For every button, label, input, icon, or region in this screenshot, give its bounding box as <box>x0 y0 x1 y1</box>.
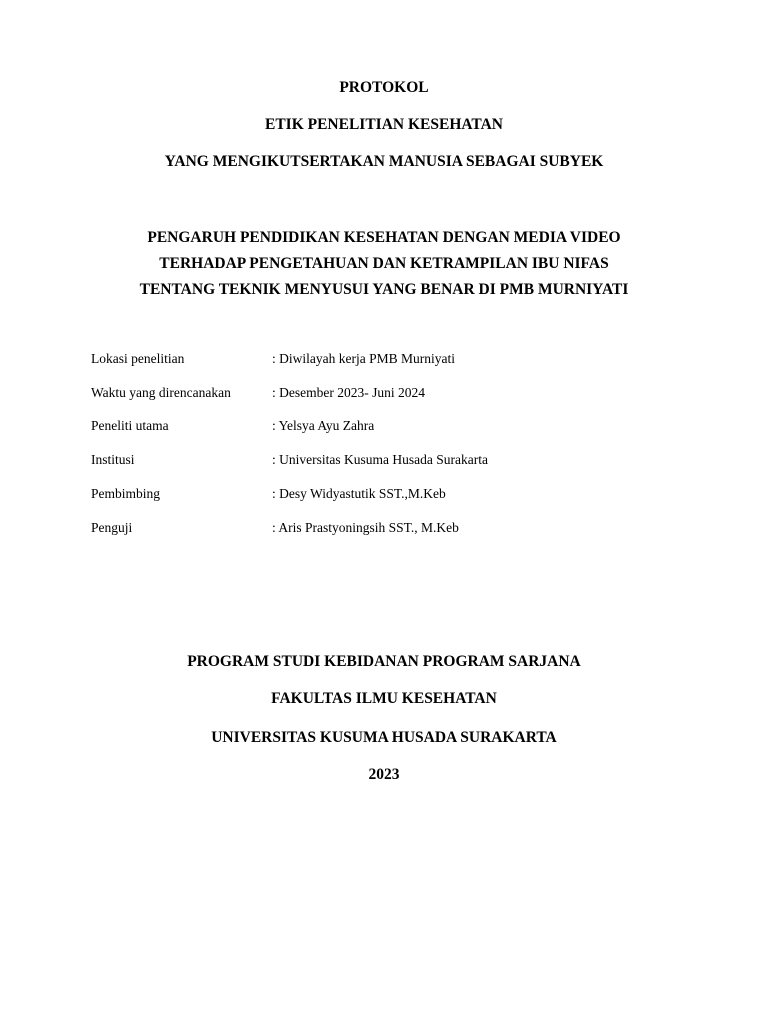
research-title-line-1: PENGARUH PENDIDIKAN KESEHATAN DENGAN MEDIA VIDEO <box>147 229 621 246</box>
info-label: Waktu yang direncanakan <box>91 385 231 400</box>
info-label: Penguji <box>91 520 133 535</box>
info-label: Peneliti utama <box>91 418 169 433</box>
footer-faculty: FAKULTAS ILMU KESEHATAN <box>271 690 497 707</box>
info-value: : Aris Prastyoningsih SST., M.Keb <box>272 520 459 535</box>
research-title-line-3: TENTANG TEKNIK MENYUSUI YANG BENAR DI PMB MURNIYATI <box>139 281 629 298</box>
doc-heading-protokol: PROTOKOL <box>339 79 429 96</box>
info-label: Institusi <box>91 452 135 467</box>
info-value: : Desy Widyastutik SST.,M.Keb <box>272 486 446 501</box>
info-value: : Desember 2023- Juni 2024 <box>272 385 425 400</box>
research-title-line-2: TERHADAP PENGETAHUAN DAN KETRAMPILAN IBU NIFAS <box>159 255 609 272</box>
info-value: : Yelsya Ayu Zahra <box>272 418 375 433</box>
footer-year: 2023 <box>368 766 400 783</box>
research-title <box>0 225 768 303</box>
footer-university: UNIVERSITAS KUSUMA HUSADA SURAKARTA <box>211 729 557 746</box>
info-label: Pembimbing <box>91 486 161 501</box>
info-label: Lokasi penelitian <box>91 351 185 366</box>
info-value: : Diwilayah kerja PMB Murniyati <box>272 351 455 366</box>
doc-heading-etik: ETIK PENELITIAN KESEHATAN <box>264 116 503 133</box>
doc-heading-subyek: YANG MENGIKUTSERTAKAN MANUSIA SEBAGAI SUBYEK <box>164 153 604 170</box>
info-value: : Universitas Kusuma Husada Surakarta <box>272 452 488 467</box>
footer-program: PROGRAM STUDI KEBIDANAN PROGRAM SARJANA <box>187 653 581 670</box>
